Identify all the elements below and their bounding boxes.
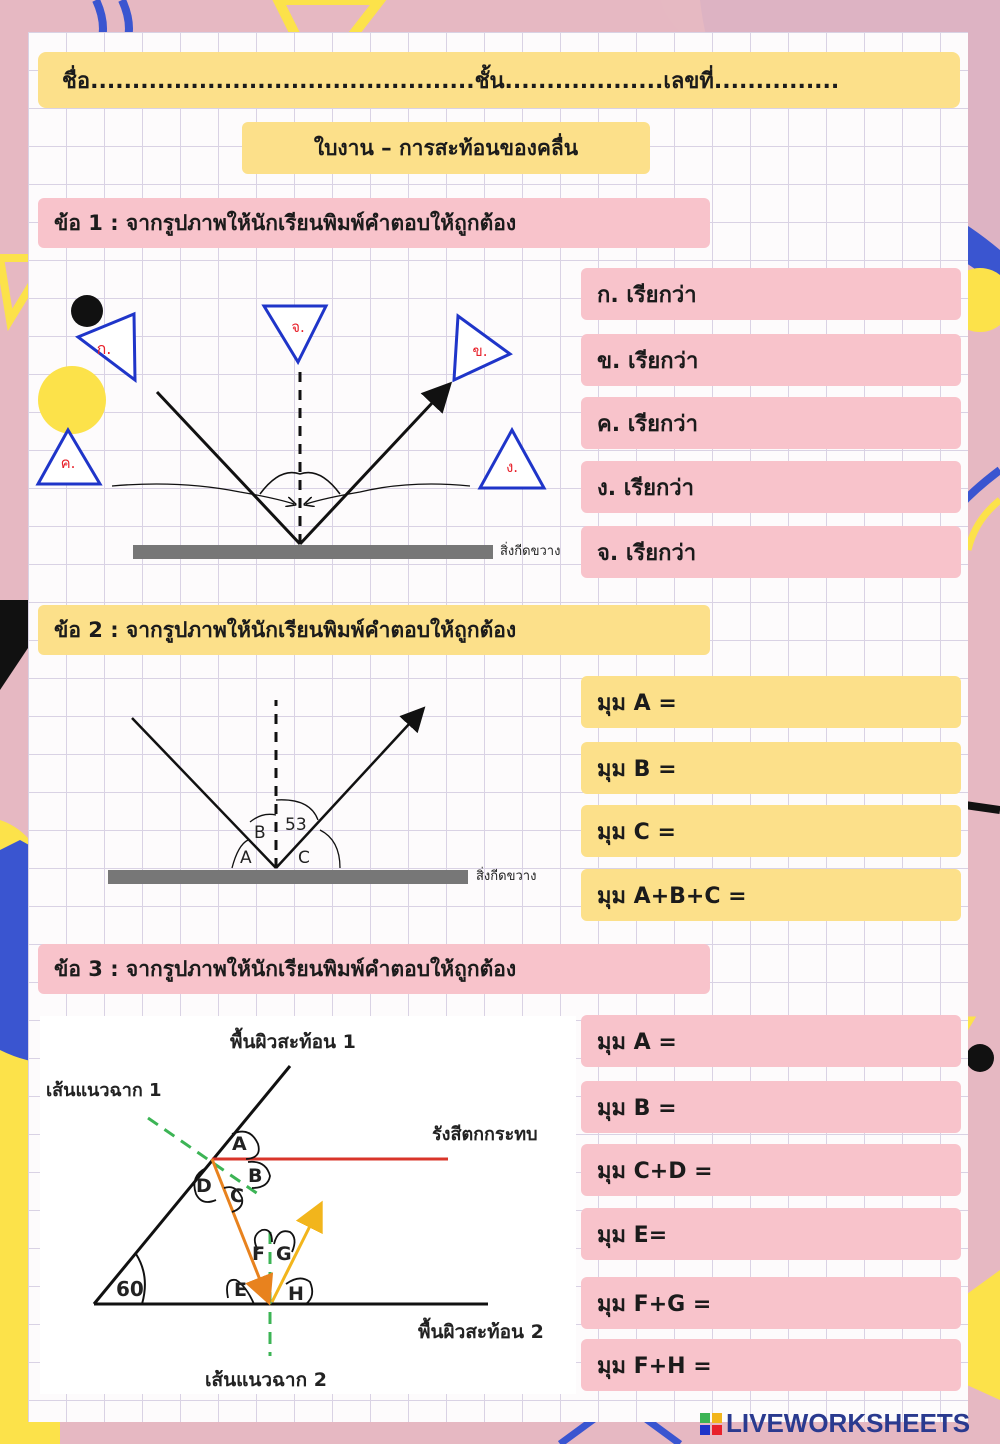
reflected-ray <box>300 386 448 544</box>
obstacle-surface <box>133 545 493 559</box>
q1-answer-ka[interactable] <box>581 268 961 320</box>
marker-ja <box>264 306 326 362</box>
angle-b-label: B <box>254 823 266 843</box>
angle-h-label: H <box>288 1283 304 1305</box>
marker-kha <box>38 430 100 484</box>
question-2-diagram <box>100 690 560 900</box>
student-info-bar <box>38 52 960 108</box>
svg-text:ง.: ง. <box>505 458 519 476</box>
incident-ray-label: รังสีตกกระทบ <box>432 1124 538 1145</box>
q1-answer-kha[interactable] <box>581 397 961 449</box>
student-info-line[interactable]: ชื่อ..............................................ชั้น...................เลขที่............... <box>62 68 840 94</box>
question-3-text: ข้อ 3 : จากรูปภาพให้นักเรียนพิมพ์คำตอบให้ถูกต้อง <box>54 956 517 981</box>
angle-e-label: E <box>234 1279 247 1301</box>
incident-ray <box>157 392 300 544</box>
q2-answer-sum-label: มุม A+B+C = <box>597 883 747 909</box>
q3-answer-cd-label: มุม C+D = <box>597 1158 713 1184</box>
arc-c <box>320 830 340 868</box>
reflected-ray <box>276 710 422 868</box>
liveworksheets-watermark <box>700 1408 970 1439</box>
q1-answer-kho-label: ข. เรียกว่า <box>597 348 699 374</box>
angle-a-label: A <box>240 848 252 868</box>
svg-text:ข.: ข. <box>472 342 488 360</box>
q3-answer-fg[interactable] <box>581 1277 961 1329</box>
q3-answer-a[interactable] <box>581 1015 961 1067</box>
q2-answer-a-label: มุม A = <box>597 690 677 716</box>
q2-answer-c-label: มุม C = <box>597 819 676 845</box>
worksheet-title: ใบงาน – การสะท้อนของคลื่น <box>313 135 579 160</box>
q3-answer-a-label: มุม A = <box>597 1029 677 1055</box>
liveworksheets-text: LIVEWORKSHEETS <box>726 1408 971 1438</box>
svg-text:จ.: จ. <box>291 318 305 336</box>
q1-answer-ngo-label: ง. เรียกว่า <box>597 475 695 501</box>
arc-b <box>250 814 276 822</box>
marker-ngo <box>480 430 544 488</box>
q1-answer-ja-label: จ. เรียกว่า <box>597 540 697 566</box>
question-1-prompt <box>38 198 710 248</box>
angle-c-label: C <box>298 848 310 868</box>
angle-60-label: 60 <box>116 1277 144 1301</box>
q3-answer-e[interactable] <box>581 1208 961 1260</box>
normal-1-label: เส้นแนวฉาก 1 <box>46 1080 162 1101</box>
question-1-text: ข้อ 1 : จากรูปภาพให้นักเรียนพิมพ์คำตอบให้ถูกต้อง <box>54 210 517 235</box>
svg-text:ค.: ค. <box>60 454 76 472</box>
angle-g-label: G <box>276 1243 292 1265</box>
normal-2-label: เส้นแนวฉาก 2 <box>205 1369 327 1391</box>
obstacle-surface <box>108 870 468 884</box>
q2-answer-sum[interactable] <box>581 869 961 921</box>
question-3-diagram <box>40 1016 576 1394</box>
marker-ka <box>78 314 135 380</box>
pointer-line-right <box>306 484 470 504</box>
q3-answer-fh-label: มุม F+H = <box>597 1353 712 1379</box>
marker-kho <box>454 316 510 380</box>
q1-answer-kho[interactable] <box>581 334 961 386</box>
angle-f-label: F <box>252 1243 265 1265</box>
question-1-diagram <box>30 282 590 582</box>
svg-text:ก.: ก. <box>96 339 112 358</box>
q3-answer-cd[interactable] <box>581 1144 961 1196</box>
q2-answer-b[interactable] <box>581 742 961 794</box>
obstacle-label: สิ่งกีดขวาง <box>476 869 537 884</box>
q3-answer-e-label: มุม E= <box>597 1222 668 1248</box>
angle-c-label: C <box>230 1185 244 1207</box>
angle-a-label: A <box>232 1133 247 1155</box>
q1-answer-kha-label: ค. เรียกว่า <box>597 411 698 437</box>
q2-answer-c[interactable] <box>581 805 961 857</box>
question-2-text: ข้อ 2 : จากรูปภาพให้นักเรียนพิมพ์คำตอบให้ถูกต้อง <box>54 617 517 642</box>
q3-answer-fg-label: มุม F+G = <box>597 1291 712 1317</box>
obstacle-label: สิ่งกีดขวาง <box>500 544 561 559</box>
question-2-prompt <box>38 605 710 655</box>
worksheet-title-bar <box>242 122 650 174</box>
q3-answer-b-label: มุม B = <box>597 1095 677 1121</box>
surface-1-label: พื้นผิวสะท้อน 1 <box>230 1031 356 1053</box>
incident-ray <box>132 718 276 868</box>
surface-2-label: พื้นผิวสะท้อน 2 <box>418 1321 544 1343</box>
q1-answer-ngo[interactable] <box>581 461 961 513</box>
angle-b-label: B <box>248 1165 263 1187</box>
q3-answer-fh[interactable] <box>581 1339 961 1391</box>
q2-answer-b-label: มุม B = <box>597 756 677 782</box>
q2-answer-a[interactable] <box>581 676 961 728</box>
q3-answer-b[interactable] <box>581 1081 961 1133</box>
question-3-prompt <box>38 944 710 994</box>
angle-d-label: D <box>196 1175 212 1197</box>
q1-answer-ka-label: ก. เรียกว่า <box>597 282 697 308</box>
q1-answer-ja[interactable] <box>581 526 961 578</box>
liveworksheets-logo-icon <box>700 1413 722 1435</box>
angle-53-label: 53 <box>285 815 307 835</box>
